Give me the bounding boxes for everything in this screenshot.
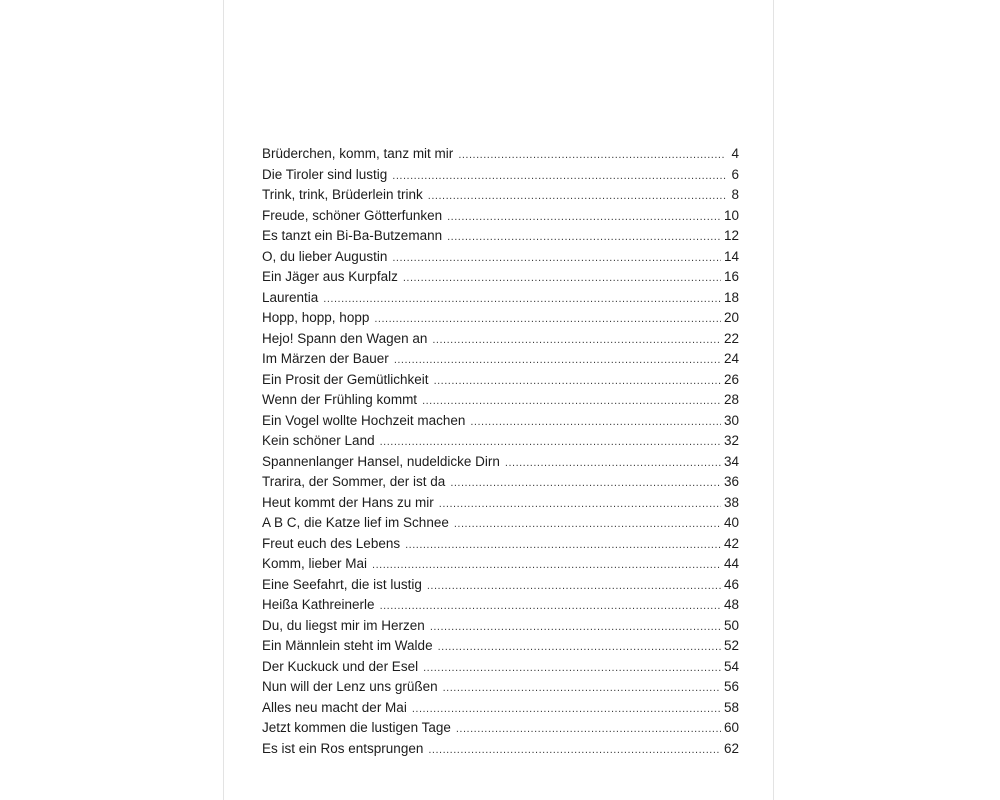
document-page xyxy=(223,0,774,800)
toc-page-number: 44 xyxy=(723,556,739,571)
toc-entry xyxy=(262,659,739,680)
toc-entry-title: Laurentia xyxy=(262,289,319,305)
toc-entry-title: Freude, schöner Götterfunken xyxy=(262,207,443,223)
toc-dot-leader xyxy=(447,231,721,243)
toc-page-number: 26 xyxy=(723,371,739,387)
toc-dot-leader xyxy=(427,580,721,592)
toc-dot-leader xyxy=(434,375,721,387)
toc-page-number: 60 xyxy=(723,720,739,735)
toc-entry-title: Die Tiroler sind lustig xyxy=(262,166,388,182)
toc-page-number: 24 xyxy=(723,351,739,366)
toc-page-number: 32 xyxy=(723,433,739,448)
toc-entry xyxy=(262,454,739,475)
toc-entry xyxy=(262,392,739,413)
toc-page-number: 38 xyxy=(723,494,739,510)
toc-entry xyxy=(262,720,739,741)
toc-dot-leader xyxy=(372,559,721,571)
toc-entry-title: Heißa Kathreinerle xyxy=(262,597,375,612)
toc-entry xyxy=(262,515,739,536)
toc-entry-title: Eine Seefahrt, die ist lustig xyxy=(262,576,422,592)
toc-entry-title: Brüderchen, komm, tanz mit mir xyxy=(262,146,454,161)
toc-entry-title: Trink, trink, Brüderlein trink xyxy=(262,187,423,202)
toc-entry-title: Der Kuckuck und der Esel xyxy=(262,658,419,674)
toc-page-number: 62 xyxy=(723,740,739,756)
toc-entry-title: Jetzt kommen die lustigen Tage xyxy=(262,720,451,735)
toc-page-number: 40 xyxy=(723,515,739,530)
toc-entry xyxy=(262,208,739,229)
toc-entry-title: Heut kommt der Hans zu mir xyxy=(262,494,434,510)
toc-page-number: 8 xyxy=(731,187,739,202)
toc-entry xyxy=(262,269,739,290)
toc-page-number: 58 xyxy=(723,699,739,715)
toc-entry-title: O, du lieber Augustin xyxy=(262,248,388,264)
toc-entry xyxy=(262,372,739,393)
toc-entry-title: Du, du liegst mir im Herzen xyxy=(262,617,425,633)
toc-page-number: 56 xyxy=(723,679,739,694)
toc-entry xyxy=(262,638,739,659)
toc-entry-title: Freut euch des Lebens xyxy=(262,535,401,551)
toc-page-number: 14 xyxy=(723,248,739,264)
toc-page-number: 4 xyxy=(731,146,739,161)
toc-page-number: 36 xyxy=(723,474,739,489)
toc-entry xyxy=(262,331,739,352)
toc-entry-title: Hopp, hopp, hopp xyxy=(262,310,370,325)
toc-dot-leader xyxy=(432,334,721,346)
toc-entry xyxy=(262,146,739,167)
toc-entry xyxy=(262,290,739,311)
toc-entry xyxy=(262,351,739,372)
toc-dot-leader xyxy=(392,170,726,182)
toc-page-number: 52 xyxy=(723,638,739,653)
toc-dot-leader xyxy=(380,600,721,612)
toc-dot-leader xyxy=(403,272,721,284)
toc-dot-leader xyxy=(450,477,721,489)
toc-page-number: 34 xyxy=(723,453,739,469)
toc-entry xyxy=(262,310,739,331)
toc-dot-leader xyxy=(428,190,726,202)
toc-page-number: 12 xyxy=(723,228,739,243)
toc-entry-title: Ein Jäger aus Kurpfalz xyxy=(262,269,398,284)
toc-dot-leader xyxy=(394,354,721,366)
toc-page-number: 20 xyxy=(723,310,739,325)
toc-dot-leader xyxy=(454,518,721,530)
toc-page-number: 42 xyxy=(723,535,739,551)
toc-page-number: 48 xyxy=(723,597,739,612)
toc-entry xyxy=(262,556,739,577)
toc-entry-title: Hejo! Spann den Wagen an xyxy=(262,330,428,346)
toc-dot-leader xyxy=(456,723,721,735)
toc-entry-title: Ein Männlein steht im Walde xyxy=(262,638,433,653)
toc-entry-title: Ein Prosit der Gemütlichkeit xyxy=(262,371,429,387)
toc-dot-leader xyxy=(405,539,721,551)
toc-entry xyxy=(262,167,739,188)
toc-entry xyxy=(262,433,739,454)
toc-page-number: 22 xyxy=(723,330,739,346)
toc-entry xyxy=(262,536,739,557)
toc-dot-leader xyxy=(505,457,721,469)
toc-entry xyxy=(262,474,739,495)
toc-entry-title: Trarira, der Sommer, der ist da xyxy=(262,474,446,489)
toc-page-number: 16 xyxy=(723,269,739,284)
toc-entry xyxy=(262,700,739,721)
toc-entry xyxy=(262,228,739,249)
toc-page-number: 50 xyxy=(723,617,739,633)
toc-entry-title: Im Märzen der Bauer xyxy=(262,351,389,366)
toc-dot-leader xyxy=(412,703,721,715)
toc-entry xyxy=(262,679,739,700)
toc-page-number: 30 xyxy=(723,412,739,428)
toc-entry-title: Ein Vogel wollte Hochzeit machen xyxy=(262,412,466,428)
toc-page-number: 10 xyxy=(723,207,739,223)
toc-dot-leader xyxy=(443,682,721,694)
toc-entry-title: Spannenlanger Hansel, nudeldicke Dirn xyxy=(262,453,500,469)
toc-entry-title: Es tanzt ein Bi-Ba-Butzemann xyxy=(262,228,443,243)
toc-entry xyxy=(262,577,739,598)
toc-dot-leader xyxy=(458,149,726,161)
toc-entry-title: Komm, lieber Mai xyxy=(262,556,368,571)
toc-entry-title: Kein schöner Land xyxy=(262,433,375,448)
toc-dot-leader xyxy=(374,313,721,325)
toc-entry xyxy=(262,495,739,516)
toc-dot-leader xyxy=(423,662,721,674)
toc-entry-title: Es ist ein Ros entsprungen xyxy=(262,740,424,756)
toc-page-number: 18 xyxy=(723,289,739,305)
toc-dot-leader xyxy=(428,744,721,756)
table-of-contents xyxy=(262,146,739,761)
toc-dot-leader xyxy=(470,416,721,428)
toc-page-number: 54 xyxy=(723,658,739,674)
toc-entry xyxy=(262,618,739,639)
toc-page-number: 46 xyxy=(723,576,739,592)
toc-page-number: 6 xyxy=(731,166,739,182)
toc-dot-leader xyxy=(392,252,721,264)
toc-dot-leader xyxy=(380,436,721,448)
toc-entry xyxy=(262,413,739,434)
toc-entry-title: Nun will der Lenz uns grüßen xyxy=(262,679,438,694)
toc-entry-title: A B C, die Katze lief im Schnee xyxy=(262,515,449,530)
toc-entry xyxy=(262,249,739,270)
toc-entry xyxy=(262,741,739,762)
toc-entry xyxy=(262,187,739,208)
toc-dot-leader xyxy=(439,498,721,510)
toc-dot-leader xyxy=(422,395,721,407)
toc-dot-leader xyxy=(323,293,721,305)
toc-dot-leader xyxy=(447,211,721,223)
toc-entry-title: Alles neu macht der Mai xyxy=(262,699,407,715)
toc-entry xyxy=(262,597,739,618)
toc-page-number: 28 xyxy=(723,392,739,407)
toc-entry-title: Wenn der Frühling kommt xyxy=(262,392,418,407)
toc-dot-leader xyxy=(430,621,721,633)
toc-dot-leader xyxy=(438,641,721,653)
